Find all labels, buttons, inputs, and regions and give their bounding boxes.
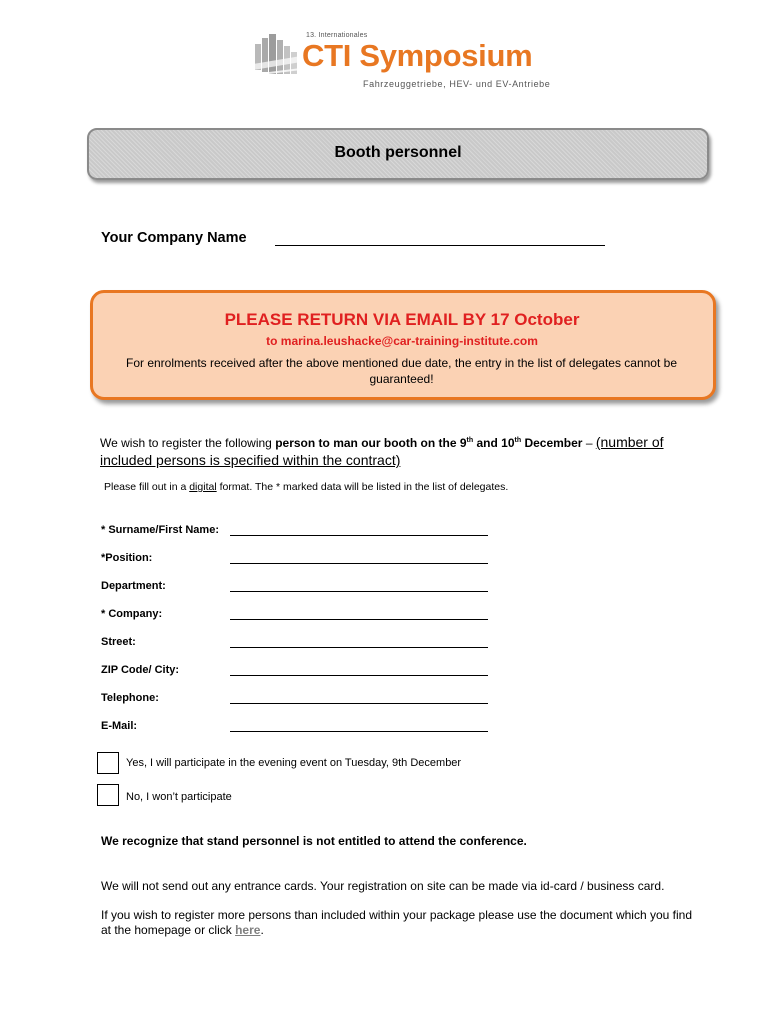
telephone-label: Telephone: (101, 692, 159, 704)
fill-note-after: format. The * marked data will be listed in the list of delegates. (216, 481, 509, 493)
fill-note-before: Please fill out in a (104, 481, 190, 493)
intro-prefix: We wish to register the following (100, 436, 276, 450)
street-input[interactable] (230, 647, 488, 648)
intro-contract-note: (number of included persons is specified within the contract) (100, 434, 664, 468)
logo-title: CTI Symposium (302, 38, 533, 73)
position-label: *Position: (101, 552, 153, 564)
late-enrolment-note: For enrolments received after the above mentioned due date, the entry in the list of delegates cannot be guaranteed! (125, 356, 677, 386)
intro-sup-a: th (466, 437, 474, 444)
position-input[interactable] (230, 563, 488, 564)
evening-event-no-label: No, I won’t participate (126, 791, 232, 803)
evening-event-yes-checkbox[interactable] (97, 752, 119, 774)
fill-out-note (104, 481, 508, 493)
street-label: Street: (101, 636, 136, 648)
zip-city-input[interactable] (230, 675, 488, 676)
evening-event-no-checkbox[interactable] (97, 784, 119, 806)
intro-bold-a: person to man our booth on the 9 (275, 436, 467, 450)
company-name-label: Your Company Name (101, 230, 247, 246)
telephone-input[interactable] (230, 703, 488, 704)
zip-city-label: ZIP Code/ City: (101, 664, 180, 676)
more-persons-end: . (260, 923, 264, 937)
return-deadline-title: PLEASE RETURN VIA EMAIL BY 17 October (224, 310, 580, 329)
surname-label: * Surname/First Name: (101, 524, 219, 536)
return-email[interactable]: to marina.leushacke@car-training-institute.com (266, 334, 538, 348)
registration-intro (100, 432, 710, 470)
evening-event-yes-label: Yes, I will participate in the evening event on Tuesday, 9th December (126, 757, 462, 769)
intro-bold-b: and 10 (473, 436, 515, 450)
conference-entitlement-note: We recognize that stand personnel is not entitled to attend the conference. (101, 834, 527, 848)
logo-subtitle: Fahrzeuggetriebe, HEV- und EV-Antriebe (363, 79, 551, 89)
email-input[interactable] (230, 731, 488, 732)
more-persons-text: If you wish to register more persons than included within your package please use the document which you find at the homepage or click (101, 908, 692, 937)
cti-logo-icon (253, 34, 301, 78)
email-label: E-Mail: (101, 720, 138, 732)
company-name-field[interactable] (275, 245, 605, 246)
intro-dash: – (582, 436, 596, 450)
page-title: Booth personnel (334, 144, 462, 161)
company-label: * Company: (101, 608, 163, 620)
logo-superscript: 13. Internationales (306, 32, 368, 39)
here-link[interactable]: here (235, 923, 261, 937)
fill-note-digital: digital (189, 481, 217, 493)
intro-bold-c: December (521, 436, 583, 450)
department-label: Department: (101, 580, 166, 592)
surname-input[interactable] (230, 535, 488, 536)
department-input[interactable] (230, 591, 488, 592)
intro-sup-b: th (514, 437, 522, 444)
entrance-cards-note: We will not send out any entrance cards. Your registration on site can be made via id-card / business card. (101, 879, 665, 893)
company-input[interactable] (230, 619, 488, 620)
more-persons-note (101, 908, 701, 938)
